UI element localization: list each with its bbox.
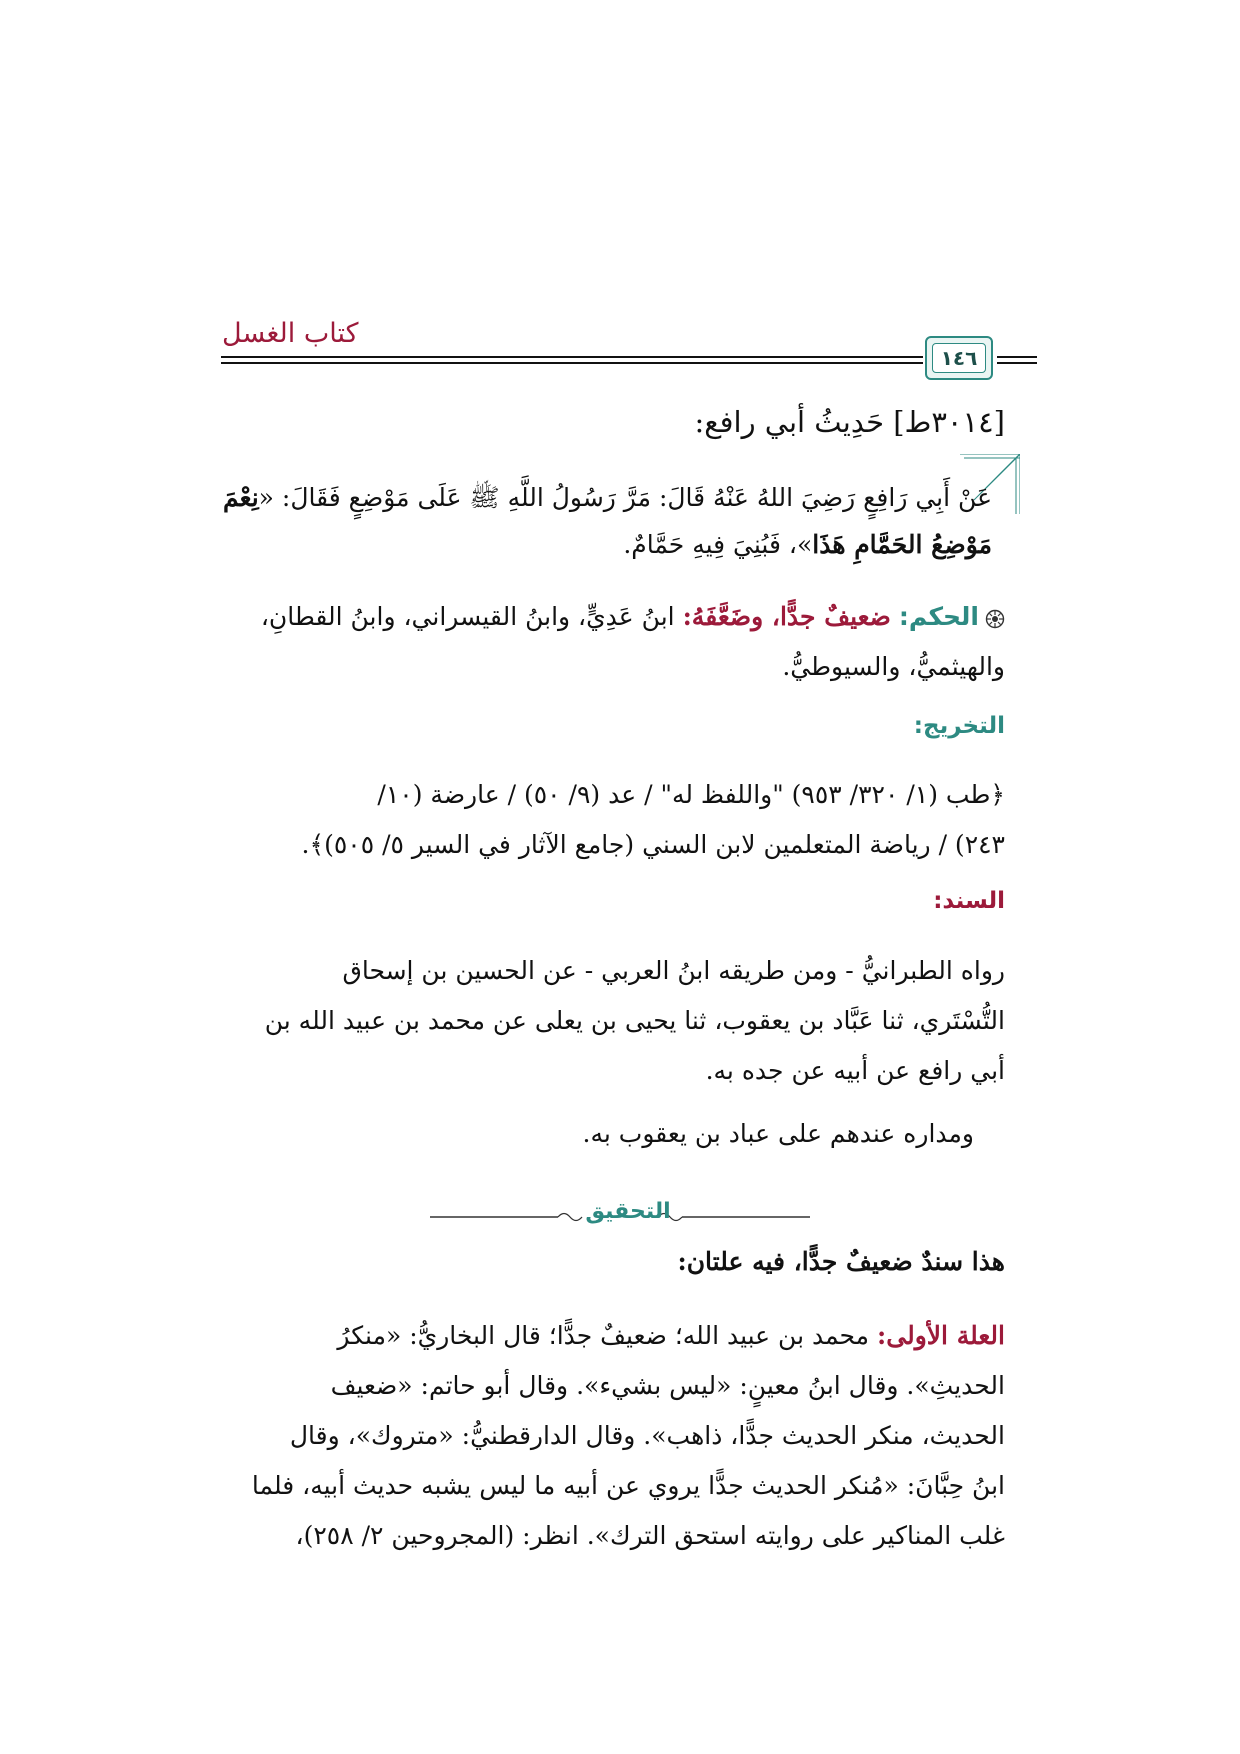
ruling-line-2: والهيثميُّ، والسيوطيُّ. bbox=[782, 652, 1005, 681]
ruling-label: الحكم: bbox=[898, 602, 979, 631]
illa1-line-1 bbox=[337, 1321, 1005, 1350]
illa1-line-3: الحديث، منكر الحديث جدًّا، ذاهب». وقال الدارقطنيُّ: «متروك»، وقال bbox=[289, 1421, 1005, 1450]
sanad-line-4: ومداره عندهم على عباد بن يعقوب به. bbox=[582, 1119, 974, 1148]
hadith-heading: [٣٠١٤ط] حَدِيثُ أبي رافع: bbox=[694, 405, 1005, 439]
tahqiq-label: التحقيق bbox=[585, 1199, 671, 1224]
illa1-line-5: غلب المناكير على روايته استحق الترك». انظر: (المجروحين ٢/ ٢٥٨)، bbox=[295, 1521, 1005, 1550]
sanad-line-3: أبي رافع عن أبيه عن جده به. bbox=[705, 1056, 1005, 1085]
ruling-text: ابنُ عَدِيٍّ، وابنُ القيسراني، وابنُ القطانِ، bbox=[260, 602, 675, 631]
takhrij-label: التخريج: bbox=[913, 713, 1005, 739]
sanad-line-1: رواه الطبرانيُّ - ومن طريقه ابنُ العربي - عن الحسين بن إسحاق bbox=[342, 956, 1005, 985]
illa1-line-4: ابنُ حِبَّانَ: «مُنكر الحديث جدًّا يروي عن أبيه ما ليس يشبه حديث أبيه، فلما bbox=[251, 1471, 1005, 1500]
header-rule bbox=[221, 362, 923, 364]
page-number-badge bbox=[925, 336, 993, 380]
page-number: ١٤٦ bbox=[932, 343, 986, 373]
ruling-line-1 bbox=[261, 602, 1005, 631]
flower-icon bbox=[985, 609, 1005, 629]
hadith-line-2 bbox=[623, 530, 992, 559]
verdict: هذا سندٌ ضعيفٌ جدًّا، فيه علتان: bbox=[677, 1247, 1005, 1276]
illa1-text: محمد بن عبيد الله؛ ضعيفٌ جدًّا؛ قال البخاريُّ: «منكرُ bbox=[337, 1321, 870, 1350]
sanad-line-2: التُّسْتَري، ثنا عَبَّاد بن يعقوب، ثنا يحيى بن يعلى عن محمد بن عبيد الله بن bbox=[264, 1006, 1005, 1035]
sanad-label: السند: bbox=[933, 888, 1005, 914]
header-rule bbox=[997, 362, 1037, 364]
hadith-text: »، فَبُنِيَ فِيهِ حَمَّامٌ. bbox=[623, 530, 813, 559]
illa1-line-2: الحديثِ». وقال ابنُ معينٍ: «ليس بشيء». وقال أبو حاتم: «ضعيف bbox=[330, 1371, 1005, 1400]
header-rule bbox=[221, 356, 923, 358]
hadith-text-bold: مَوْضِعُ الحَمَّامِ هَذَا bbox=[812, 530, 992, 559]
illa1-label: العلة الأولى: bbox=[877, 1321, 1005, 1350]
takhrij-line-2: ٢٤٣) / رياضة المتعلمين لابن السني (جامع الآثار في السير ٥/ ٥٠٥)﴾. bbox=[301, 830, 1005, 859]
ruling-value: ضعيفٌ جدًّا، وضَعَّفَهُ: bbox=[682, 602, 891, 631]
takhrij-line-1: ﴿طب (١/ ٣٢٠/ ٩٥٣) "واللفظ له" / عد (٩/ ٥٠) / عارضة (١٠/ bbox=[377, 780, 1005, 809]
hadith-line-1 bbox=[223, 482, 992, 519]
header-rule bbox=[997, 356, 1037, 358]
hadith-text-bold: نِعْمَ bbox=[223, 483, 259, 512]
chapter-title: كتاب الغسل bbox=[222, 318, 359, 349]
hadith-text: عَنْ أَبِي رَافِعٍ رَضِيَ اللهُ عَنْهُ قَالَ: مَرَّ رَسُولُ اللَّهِ ﷺ عَلَى مَوْضِعٍ فَقَالَ: « bbox=[258, 483, 992, 512]
